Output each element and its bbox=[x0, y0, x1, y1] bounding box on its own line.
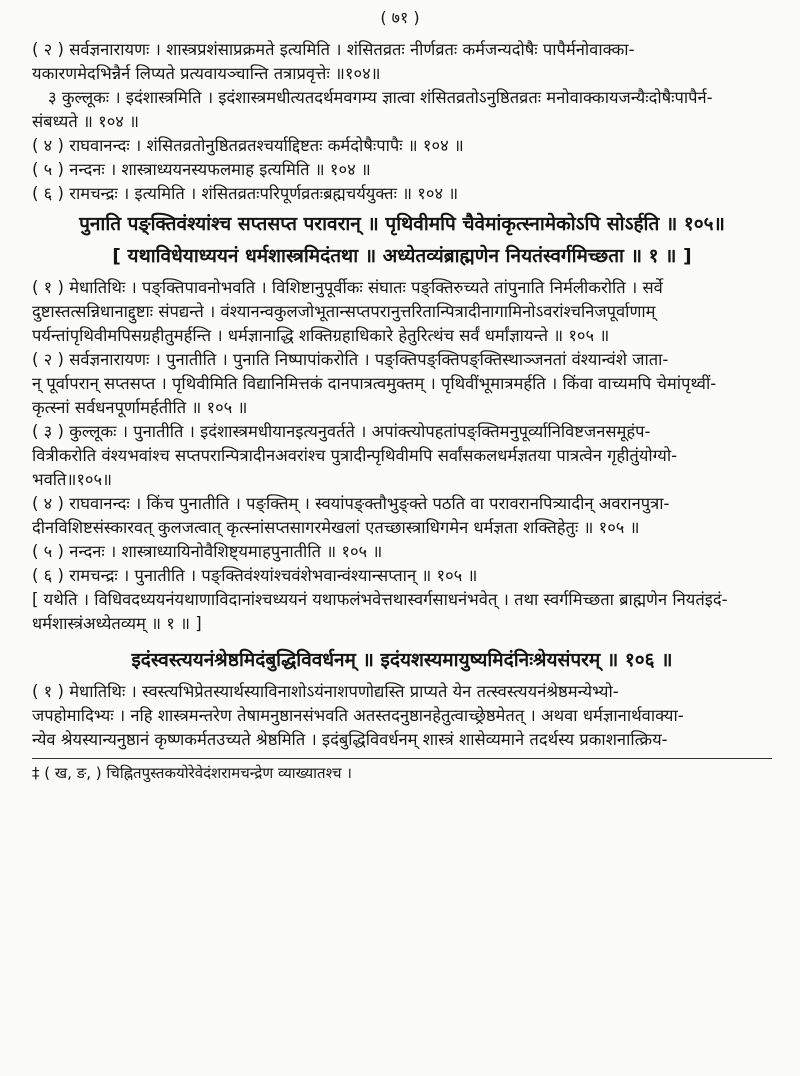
text-line: संबध्यते ॥ १०४ ॥ bbox=[32, 112, 139, 131]
text-line: न्येव श्रेयस्यान्यनुष्ठानं कृष्णकर्मतउच्यते श्रेष्ठमिति । इदंबुद्धिविवर्धनम् शास्त्रं शासेव्यमाने तदर्थस्य प्रकाशनात्क्रिय- bbox=[32, 730, 668, 749]
verse-line: पुनाति पङ्क्तिवंश्यांश्च सप्तसप्त परावरान् ॥ पृथिवीमपि चैवेमांकृत्स्नामेकोऽपि सोऽर्हति ॥ १०५॥ bbox=[79, 213, 725, 235]
page-number: ( ७१ ) bbox=[380, 8, 420, 27]
text-line: ( ३ ) कुल्लूकः । पुनातीति । इदंशास्त्रमधीयानइत्यनुवर्तते । अपांक्त्योपहतांपङ्क्तिमनुपूर्व्यानिविष्टजनसमूहंप- bbox=[32, 422, 651, 441]
text-line: ( ६ ) रामचन्द्रः । पुनातीति । पङ्क्तिवंश्यांश्चवंशेभवान्वंश्यान्सप्तान् ॥ १०५ ॥ bbox=[32, 566, 478, 585]
footnote: ‡ ( ख, ङ, ) चिह्नितपुस्तकयोरेवेदंशरामचन्द्रेण व्याख्यातश्च । bbox=[32, 764, 352, 782]
text-line: ३ कुल्लूकः । इदंशास्त्रमिति । इदंशास्त्रमधीत्यतदर्थमवगम्य ज्ञात्वा शंसितव्रतोऽनुष्ठितव्रतः मनोवाक्कायजन्यैःदोषैःपापैर्न- bbox=[48, 88, 713, 107]
text-line: ( ५ ) नन्दनः । शास्त्राध्ययनस्यफलमाह इत्यमिति ॥ १०४ ॥ bbox=[32, 160, 371, 179]
footnote-divider bbox=[32, 758, 772, 759]
text-line: दुष्टास्तत्सन्निधानाद्दुष्टाः संपद्यन्ते । वंश्यानन्वकुलजोभूतान्सप्तपरानुत्तरितान्पित्रादीनागामिनोऽवरांश्चनिजपूर्वाणाम् bbox=[32, 302, 656, 321]
text-line: ( ५ ) नन्दनः । शास्त्राध्यायिनोवैशिष्ट्यमाहपुनातीति ॥ १०५ ॥ bbox=[32, 542, 383, 561]
text-line: ( ४ ) राघवानन्दः । किंच पुनातीति । पङ्क्तिम् । स्वयांपङ्क्तौभुङ्क्ते पठति वा परावरानपित्र्यादीन् अवरानपुत्रा- bbox=[32, 494, 670, 513]
verse-interpolation: [ यथाविधेयाध्ययनं धर्मशास्त्रमिदंतथा ॥ अध्येतव्यंब्राह्मणेन नियतंस्वर्गमिच्छता ॥ १ ॥ ] bbox=[112, 245, 692, 267]
text-line: [ यथेति । विधिवदध्ययनंयथाणाविदानांश्चध्ययनं यथाफलंभवेत्तथास्वर्गसाधनंभवेत् । तथा स्वर्गमिच्छता ब्राह्मणेन नियतंइदं- bbox=[32, 590, 728, 609]
text-line: कृत्स्नां सर्वधनपूर्णामर्हतीति ॥ १०५ ॥ bbox=[32, 398, 248, 417]
text-line: जपहोमादिभ्यः । नहि शास्त्रमन्तरेण तेषामनुष्ठानसंभवति अतस्तदनुष्ठानहेतुत्वाच्छ्रेष्ठमेतत् । अथवा धर्मज्ञानार्थवाक्या- bbox=[32, 706, 684, 725]
text-line: दीनविशिष्टसंस्कारवत् कुलजत्वात् कृत्स्नांसप्तसागरमेखलां एतच्छास्त्राधिगमेन धर्मज्ञता शक्तिहेतुः ॥ १०५ ॥ bbox=[32, 518, 640, 537]
commentary-104 bbox=[32, 38, 772, 206]
verse-line: इदंस्वस्त्ययनंश्रेष्ठमिदंबुद्धिविवर्धनम् ॥ इदंयशस्यमायुष्यमिदंनिःश्रेयसंपरम् ॥ १०६ ॥ bbox=[131, 649, 673, 671]
commentary-106 bbox=[32, 680, 772, 752]
text-line: धर्मशास्त्रंअध्येतव्यम् ॥ १ ॥ ] bbox=[32, 614, 202, 633]
text-line: न् पूर्वापरान् सप्तसप्त । पृथिवीमिति विद्यानिमित्तकं दानपात्रत्वमुक्तम् । पृथिवींभूमात्रमर्हति । किंवा वाच्यमपि चेमांपृथ्वीं- bbox=[32, 374, 717, 393]
text-line: यकारणमेदभिन्नैर्न लिप्यते प्रत्यवायञ्चान्ति तत्राप्रवृत्तेः ॥१०४॥ bbox=[32, 64, 381, 83]
commentary-105 bbox=[32, 276, 772, 636]
text-line: पर्यन्तांपृथिवीमपिसग्रहीतुमर्हन्ति । धर्मज्ञानाद्धि शक्तिग्रहाधिकारे हेतुरित्थंच सर्वं धर्मांज्ञायन्ते ॥ १०५ ॥ bbox=[32, 326, 610, 345]
text-line: ( २ ) सर्वज्ञनारायणः । शास्त्रप्रशंसाप्रक्रमते इत्यमिति । शंसितव्रतः नीर्णव्रतः कर्मजन्यदोषैः पापैर्मनोवाक्का- bbox=[32, 40, 635, 59]
verse-105 bbox=[32, 208, 772, 272]
text-line: ( १ ) मेधातिथिः । स्वस्त्यभिप्रेतस्यार्थस्याविनाशोऽयंनाशपणोद्यस्ति प्राप्यते येन तत्स्वस्त्ययनंश्रेष्ठमन्येभ्यो- bbox=[32, 682, 619, 701]
verse-106 bbox=[32, 644, 772, 676]
text-line: ( २ ) सर्वज्ञनारायणः । पुनातीति । पुनाति निष्पापांकरोति । पङ्क्तिपङ्क्तिपङ्क्तिस्थाञ्जनतां वंश्यान्वंशे जाता- bbox=[32, 350, 669, 369]
text-line: ( ६ ) रामचन्द्रः । इत्यमिति । शंसितव्रतःपरिपूर्णव्रतःब्रह्मचर्ययुक्तः ॥ १०४ ॥ bbox=[32, 184, 459, 203]
text-line: भवति॥१०५॥ bbox=[32, 470, 112, 489]
text-line: ( १ ) मेधातिथिः । पङ्क्तिपावनोभवति । विशिष्टानुपूर्वीकः संघातः पङ्क्तिरुच्यते तांपुनाति निर्मलीकरोति । सर्वे bbox=[32, 278, 663, 297]
text-line: वित्रीकरोति वंश्यभवांश्च सप्तपरान्पित्रादीनअवरांश्च पुत्रादीन्पृथिवीमपि सर्वांसकलधर्मज्ञतया पात्रत्वेन गृहीतुंयोग्यो- bbox=[32, 446, 678, 465]
text-line: ( ४ ) राघवानन्दः । शंसितव्रतोनुष्ठितव्रतश्चर्याद्दिष्टतः कर्मदोषैःपापैः ॥ १०४ ॥ bbox=[32, 136, 464, 155]
